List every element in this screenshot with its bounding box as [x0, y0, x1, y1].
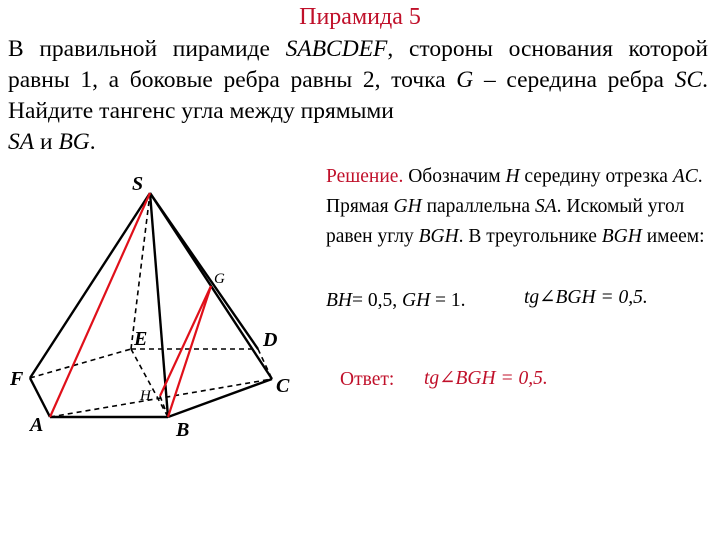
segment-name: AC [672, 166, 698, 187]
problem-text: . [89, 129, 96, 155]
problem-text: . Найдите тангенс угла между прямыми [8, 67, 708, 124]
triangle-name: BGH [601, 226, 642, 247]
value-text: = 0,5, [352, 290, 402, 311]
solution-fragment: . Прямая [326, 166, 703, 217]
page-title: Пирамида 5 [299, 4, 421, 30]
tangent-formula: tg∠BGH = 0,5. [524, 287, 648, 308]
label-b: B [176, 419, 190, 441]
label-c: C [276, 375, 290, 397]
edge-bc [168, 379, 272, 417]
line-bg [168, 286, 211, 417]
edge-name: SC [674, 67, 703, 93]
line-name: GH [393, 196, 422, 217]
label-g: G [214, 271, 225, 287]
line-name: BG [58, 129, 90, 155]
segment-name: GH [402, 290, 431, 311]
edge-fa [30, 378, 50, 417]
angle-name: BGH [418, 226, 459, 247]
segment-name: BH [326, 290, 352, 311]
line-sa [50, 193, 150, 417]
solution-fragment: . Искомый угол равен углу [326, 196, 685, 247]
hidden-edges [30, 193, 272, 417]
problem-text: и [34, 129, 59, 155]
point-name: G [456, 67, 474, 93]
label-h: H [140, 388, 151, 404]
problem-text: В правильной пирамиде [8, 36, 286, 62]
label-d: D [263, 329, 278, 351]
solution-fragment: параллельна [421, 196, 535, 217]
solution-fragment: имеем: [641, 226, 705, 247]
edge-sd [150, 193, 258, 349]
solution-fragment: . В треугольнике [458, 226, 602, 247]
pyramid-name: SABCDEF [285, 36, 388, 62]
solution-fragment: середину отрезка [519, 166, 673, 187]
answer-formula: tg∠BGH = 0,5. [424, 368, 548, 389]
label-f: F [10, 368, 24, 390]
line-name: SA [534, 196, 557, 217]
visible-edges [30, 193, 272, 417]
value-text: = 1. [430, 290, 466, 311]
solution-label: Решение. [326, 166, 404, 187]
problem-text: , стороны основания которой равны 1, а боковые ребра равны 2, точка [8, 36, 708, 93]
label-a: A [30, 414, 44, 436]
label-e: E [134, 328, 148, 350]
solution-fragment: Обозначим [403, 166, 506, 187]
problem-text: – середина ребра [473, 67, 675, 93]
label-s: S [132, 173, 144, 195]
answer-label: Ответ: [340, 369, 395, 390]
line-name: SA [8, 129, 35, 155]
point-name: H [505, 166, 520, 187]
line-gh [160, 286, 211, 396]
highlighted-lines [50, 193, 211, 417]
